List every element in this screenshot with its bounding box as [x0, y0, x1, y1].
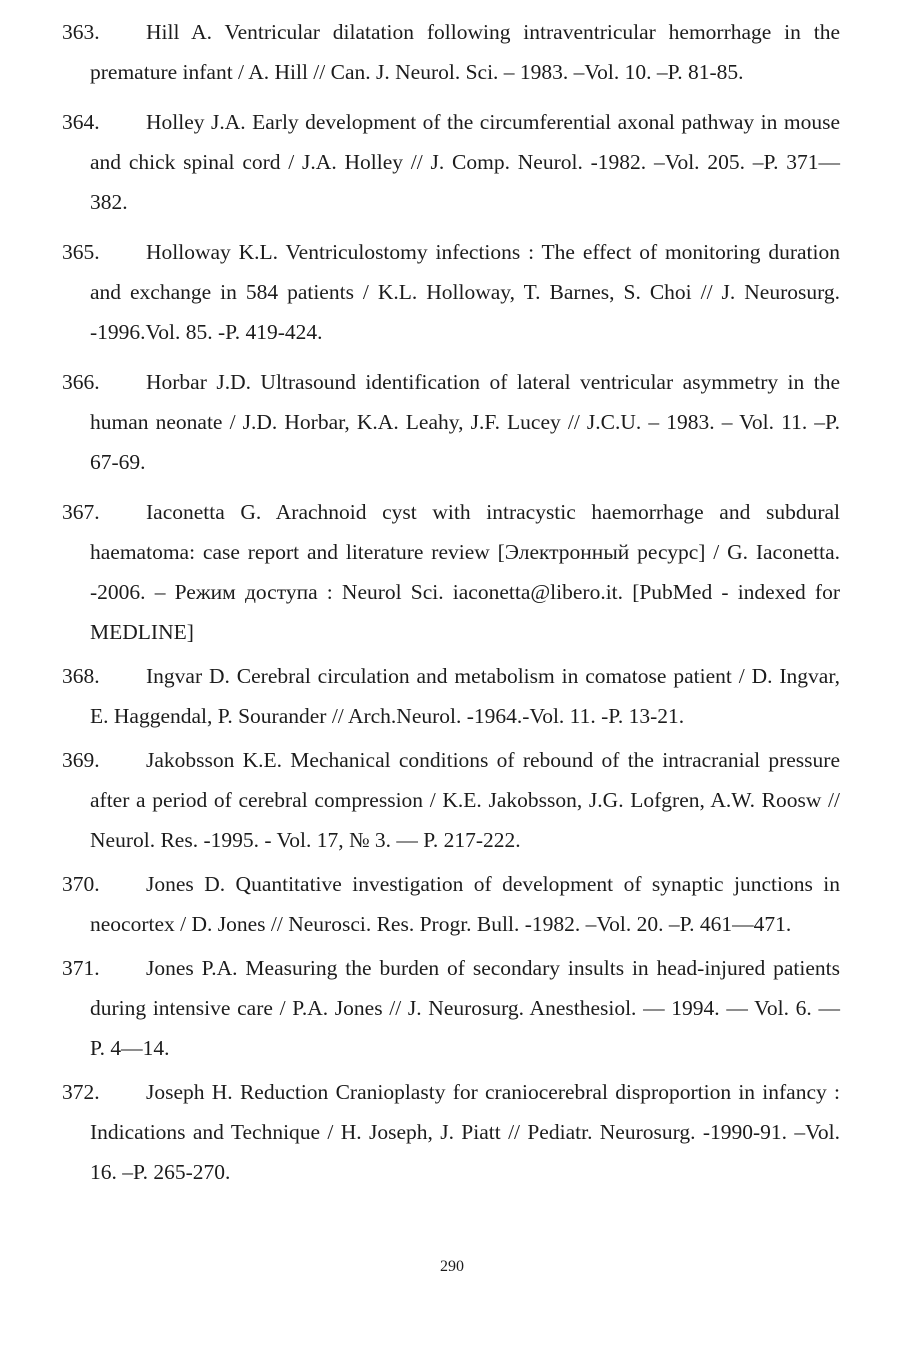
- reference-number: 367.: [62, 500, 100, 524]
- reference-item: [0, 1072, 904, 1192]
- reference-number: 363.: [62, 20, 100, 44]
- reference-number: 370.: [62, 872, 100, 896]
- reference-text: Holley J.A. Early development of the circumferential axonal pathway in mouse and chick spinal cord / J.A. Holley // J. Comp. Neurol. -1982. –Vol. 205. –P. 371—382.: [90, 110, 840, 214]
- reference-text: Holloway K.L. Ventriculostomy infections : The effect of monitoring duration and exchange in 584 patients / K.L. Holloway, T. Barnes, S. Choi // J. Neurosurg. -1996.Vol. 85. -P. 419-424.: [90, 240, 840, 344]
- reference-number: 372.: [62, 1080, 100, 1104]
- reference-number: 366.: [62, 370, 100, 394]
- reference-text: Iaconetta G. Arachnoid cyst with intracystic haemorrhage and subdural haematoma: case report and literature review [Электронный ресурс] / G. Iaconetta. -2006. – Режим доступа : Neurol Sci. iaconetta@libero.it. [PubMed - indexed for MEDLINE]: [90, 500, 840, 644]
- reference-item: [0, 492, 904, 652]
- reference-item: [0, 12, 904, 92]
- reference-item: [0, 948, 904, 1068]
- reference-item: [0, 864, 904, 944]
- reference-number: 369.: [62, 748, 100, 772]
- reference-item: [0, 740, 904, 860]
- reference-text: Jones P.A. Measuring the burden of secondary insults in head-injured patients during intensive care / P.A. Jones // J. Neurosurg. Anesthesiol. — 1994. — Vol. 6. — P. 4—14.: [90, 956, 840, 1060]
- reference-item: [0, 362, 904, 482]
- reference-number: 368.: [62, 664, 100, 688]
- reference-text: Hill A. Ventricular dilatation following intraventricular hemorrhage in the premature infant / A. Hill // Can. J. Neurol. Sci. – 1983. –Vol. 10. –P. 81-85.: [90, 20, 840, 84]
- reference-text: Jakobsson K.E. Mechanical conditions of rebound of the intracranial pressure after a period of cerebral compression / K.E. Jakobsson, J.G. Lofgren, A.W. Roosw // Neurol. Res. -1995. - Vol. 17, № 3. — P. 217-222.: [90, 748, 840, 852]
- reference-text: Joseph H. Reduction Cranioplasty for craniocerebral disproportion in infancy : Indications and Technique / H. Joseph, J. Piatt // Pediatr. Neurosurg. -1990-91. –Vol. 16. –P. 265-270.: [90, 1080, 840, 1184]
- reference-number: 365.: [62, 240, 100, 264]
- reference-text: Ingvar D. Cerebral circulation and metabolism in comatose patient / D. Ingvar, E. Haggendal, P. Sourander // Arch.Neurol. -1964.-Vol. 11. -P. 13-21.: [90, 664, 840, 728]
- page-number: 290: [440, 1258, 464, 1275]
- reference-text: Horbar J.D. Ultrasound identification of lateral ventricular asymmetry in the human neonate / J.D. Horbar, K.A. Leahy, J.F. Lucey // J.C.U. – 1983. – Vol. 11. –P. 67-69.: [90, 370, 840, 474]
- reference-item: [0, 102, 904, 222]
- reference-list: [0, 12, 904, 1192]
- reference-item: [0, 656, 904, 736]
- reference-text: Jones D. Quantitative investigation of development of synaptic junctions in neocortex / D. Jones // Neurosci. Res. Progr. Bull. -1982. –Vol. 20. –P. 461—471.: [90, 872, 840, 936]
- reference-item: [0, 232, 904, 352]
- reference-number: 364.: [62, 110, 100, 134]
- reference-number: 371.: [62, 956, 100, 980]
